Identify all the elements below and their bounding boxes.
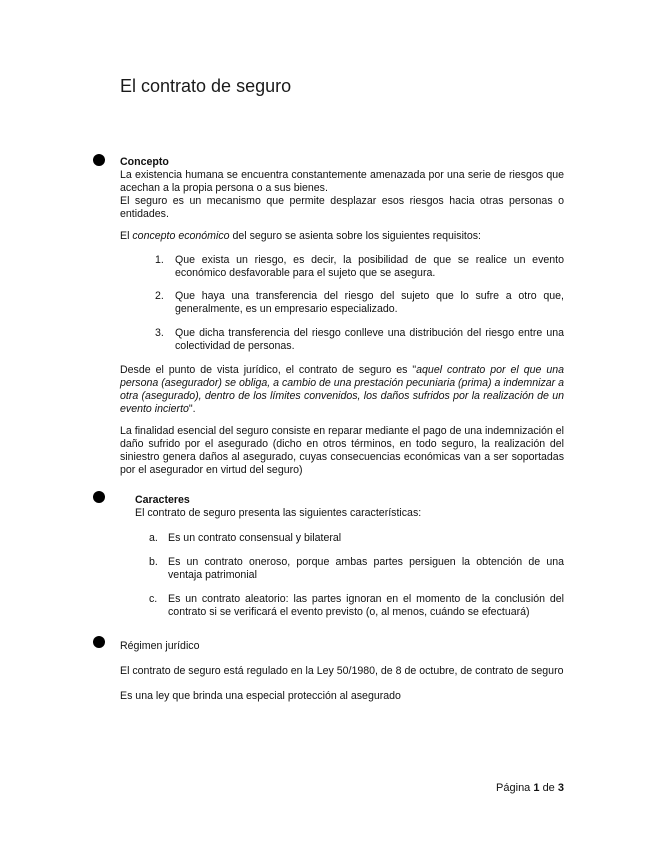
list-item: Es un contrato oneroso, porque ambas partes persiguen la obtención de una ventaja patrimonial	[168, 556, 564, 581]
concepto-para-5: La finalidad esencial del seguro consiste en reparar mediante el pago de una indemnización el daño sufrido por el asegurado (dicho en otros términos, en todo seguro, la realización del siniestro genera daños al asegurado, cuyas consecuencias económicas van a ser soportadas por el asegurador en virtud del seguro)	[120, 425, 564, 476]
list-item: Es un contrato aleatorio: las partes ignoran en el momento de la conclusión del contrato si se verificará el evento previsto (o, al menos, cuándo se efectuará)	[168, 593, 564, 618]
bullet-concepto	[93, 154, 105, 166]
concepto-para-4-post: ".	[188, 403, 196, 415]
bullet-caracteres	[93, 491, 105, 503]
regimen-para-1: El contrato de seguro está regulado en la Ley 50/1980, de 8 de octubre, de contrato de seguro	[120, 665, 564, 677]
list-item: Que exista un riesgo, es decir, la posibilidad de que se realice un evento económico desfavorable para el sujeto que se asegura.	[175, 254, 564, 279]
section-concepto	[120, 156, 564, 221]
page-label: Página	[496, 782, 531, 794]
section-caracteres	[135, 494, 564, 520]
concepto-para-2: El seguro es un mecanismo que permite desplazar esos riesgos hacia otras personas o entidades.	[120, 195, 564, 220]
concepto-para-3	[120, 230, 564, 243]
concepto-para-4	[120, 364, 564, 416]
concepto-para-4-italic: aquel contrato por el que una persona (asegurador) se obliga, a cambio de una prestación pecuniaria (prima) a indemnizar a otra (asegurado), dentro de los límites convenidos, los daños sufridos por la realización de un evento incierto	[120, 364, 565, 415]
regimen-para-2: Es una ley que brinda una especial protección al asegurado	[120, 690, 401, 702]
concepto-para-3-italic: concepto económico	[132, 230, 230, 242]
document-title: El contrato de seguro	[120, 76, 292, 96]
list-number: 1.	[155, 254, 164, 266]
page-total: 3	[557, 782, 564, 794]
heading-regimen: Régimen jurídico	[120, 640, 200, 652]
concepto-para-3-post: del seguro se asienta sobre los siguientes requisitos:	[229, 230, 481, 242]
page-sep: de	[542, 782, 555, 794]
list-number: a.	[149, 532, 158, 544]
list-number: c.	[149, 593, 158, 605]
concepto-para-3-pre: El	[120, 230, 133, 242]
list-item: Que dicha transferencia del riesgo conlleve una distribución del riesgo entre una colectividad de personas.	[175, 327, 564, 352]
list-item: Es un contrato consensual y bilateral	[168, 532, 342, 544]
concepto-para-1: La existencia humana se encuentra constantemente amenazada por una serie de riesgos que acechan a la propia persona o a sus bienes.	[120, 169, 564, 194]
page-current: 1	[533, 782, 540, 794]
list-number: 2.	[155, 290, 164, 302]
page-number	[496, 782, 564, 794]
heading-concepto: Concepto	[120, 156, 169, 168]
caracteres-intro: El contrato de seguro presenta las siguientes características:	[135, 507, 422, 519]
bullet-regimen	[93, 636, 105, 648]
concepto-para-4-pre: Desde el punto de vista jurídico, el contrato de seguro es "	[120, 364, 417, 376]
list-item: Que haya una transferencia del riesgo del sujeto que lo sufre a otro que, generalmente, es un empresario especializado.	[175, 290, 564, 315]
heading-caracteres: Caracteres	[135, 494, 190, 506]
list-number: b.	[149, 556, 158, 568]
list-number: 3.	[155, 327, 164, 339]
